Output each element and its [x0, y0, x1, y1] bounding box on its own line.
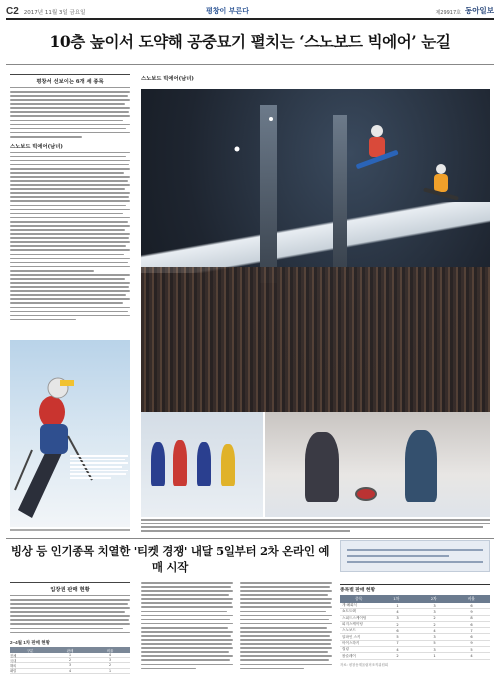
photo-caption [141, 519, 490, 535]
divider [6, 538, 494, 539]
table-row: 전체 1 4 [10, 653, 130, 658]
table-row: 컬링 4 3 5 [340, 647, 490, 653]
table-row: 쇼트트랙 4 3 9 [340, 609, 490, 615]
main-headline: 10층 높이서 도약해 공중묘기 펼치는 ‘스노보드 빅에어’ 눈길 [49, 32, 451, 51]
small-table-title: 2~4월 1차 판매 현황 [10, 640, 50, 645]
left-section-title: 스노보드 빅에어(남녀) [10, 143, 63, 150]
sales-table [340, 584, 490, 676]
issue-number: 제29917호 [435, 10, 462, 16]
table-row: 스노보드 6 4 7 [340, 628, 490, 634]
table-row: 개·폐회식 1 3 6 [340, 603, 490, 609]
table-row: 해외 3 2 [10, 663, 130, 668]
table-row: 스피드스케이팅 3 2 8 [340, 616, 490, 622]
page-header [6, 4, 494, 20]
publication-date: 2017년 11월 3일 금요일 [23, 10, 86, 16]
curling-stone [355, 487, 377, 501]
left-article [10, 74, 130, 338]
article-text [10, 599, 130, 633]
table-row: 피겨스케이팅 2 2 6 [340, 622, 490, 628]
article-text [240, 582, 332, 669]
sub-headline: 빙상 등 인기종목 치열한 '티켓 경쟁' 내달 5일부터 2차 온라인 예매 시작 [10, 544, 330, 574]
curling-photo [265, 412, 490, 517]
bottom-article-col [240, 582, 332, 682]
skier-illustration [10, 340, 130, 527]
masthead [435, 5, 494, 16]
table-row: 알파인 스키 5 3 6 [340, 634, 490, 640]
bottom-subhead: 입장권 판매 현황 [10, 582, 130, 596]
page-number: C2 [6, 6, 19, 17]
speed-skating-photo [141, 412, 263, 517]
table-row: 국내 2 3 [10, 658, 130, 663]
bottom-left-article [10, 582, 130, 638]
table-title: 종목별 판매 현황 [340, 588, 376, 593]
skier-photo [10, 340, 130, 527]
article-text [141, 582, 233, 669]
advertisement [340, 540, 490, 572]
snowboarder-figures [141, 89, 490, 412]
bottom-article-col [141, 582, 233, 682]
left-subhead: 평창서 선보이는 6개 세 종목 [10, 74, 130, 88]
photo-caption [70, 455, 128, 481]
table-row: 패럴 4 1 [10, 669, 130, 674]
big-air-photo [141, 89, 490, 412]
section-title: 평창이 부른다 [206, 6, 250, 15]
curler [305, 432, 339, 502]
middle-top [141, 74, 261, 88]
divider [6, 64, 494, 65]
article-text [10, 152, 130, 321]
table-row: 봅슬레이 2 1 4 [340, 653, 490, 659]
small-stats-table [10, 640, 130, 674]
section-title: 스노보드 빅에어(남녀) [141, 76, 194, 82]
photo-credit [10, 529, 130, 531]
skater [221, 444, 235, 486]
table-source: 자료: 평창동계올림픽조직위원회 [340, 662, 389, 667]
small-table-header: 구분 판매 비율 [10, 647, 130, 653]
table-header: 종목 1차 2차 비율 [340, 595, 490, 603]
skater [197, 442, 211, 486]
skater [173, 440, 187, 486]
newspaper-logo: 동아일보 [465, 6, 494, 15]
skater [151, 442, 165, 486]
curler [405, 430, 437, 502]
article-text [10, 91, 130, 138]
table-row: 아이스하키 7 5 9 [340, 641, 490, 647]
